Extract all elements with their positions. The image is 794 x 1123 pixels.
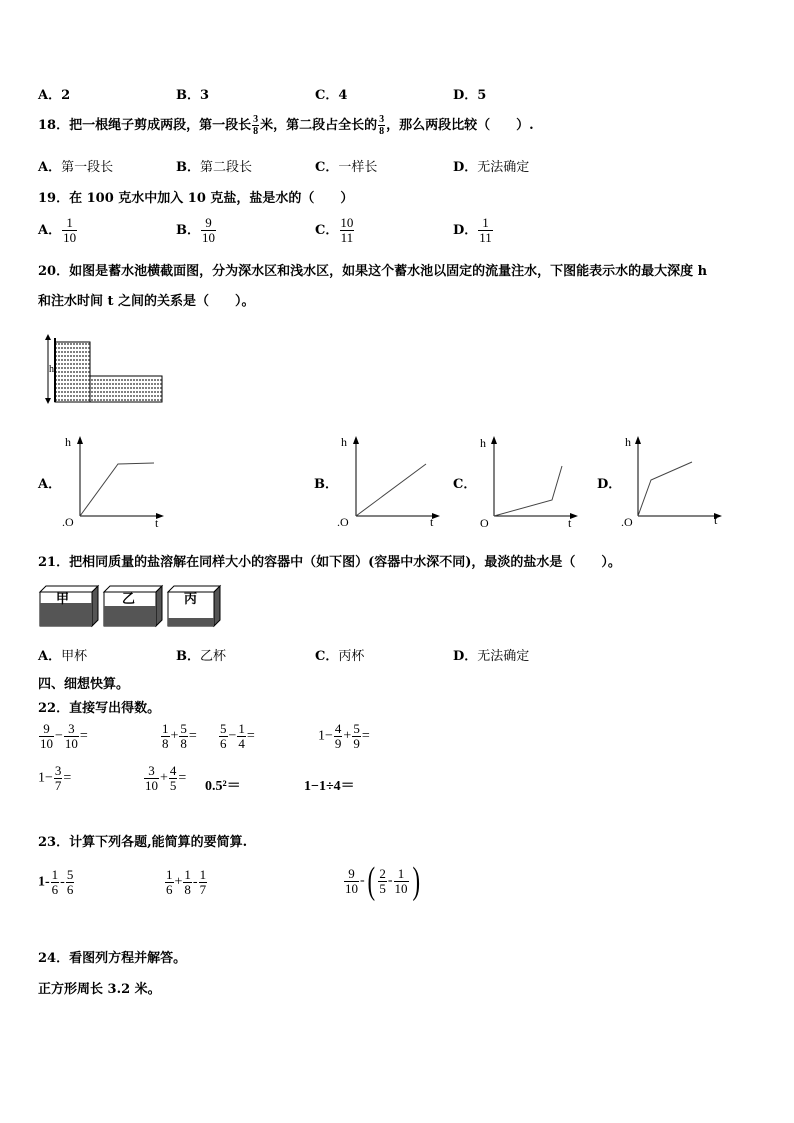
q19-question: 19．在 100 克水中加入 10 克盐，盐是水的（ ） [38,191,354,206]
graph-c-y-label: h [480,436,486,450]
graph-b-y-label: h [341,435,347,449]
graph-c [474,430,584,530]
q20-option-d-label: D． [597,477,622,492]
q22-expr-7: 0.5²＝ [205,779,241,794]
graph-d [618,430,730,530]
q19-option-b: B． $\frac{9}{10}$ [176,215,215,245]
graph-d-x-label: t [714,513,718,527]
q20-option-b-label: B． [314,477,338,492]
graph-d-y-label: h [625,435,631,449]
q20-option-a-label: A． [38,477,62,492]
pool-cross-section-diagram [40,330,170,410]
q22-expr-6: $\frac{3}{10}$ + $\frac{4}{5}$ = [145,763,187,793]
graph-b-origin: .O [337,515,349,529]
cup-bing [168,586,220,626]
shallow-zone [90,376,162,402]
q22-expr-1: $\frac{9}{10}$ − $\frac{3}{10}$ = [40,721,88,751]
q22-title: 22．直接写出得数。 [38,701,161,716]
q22-expr-5: 1− $\frac{3}{7}$ = [38,763,72,793]
q21-option-d: D．无法确定 [453,649,530,664]
q24-title: 24．看图列方程并解答。 [38,951,187,966]
cup-yi [104,586,162,626]
deep-zone [55,342,90,402]
salt-water-cups-diagram [38,584,228,632]
q18-option-d: D．无法确定 [453,160,530,175]
cup-yi-label: 乙 [122,591,136,606]
graph-b [336,430,446,530]
q24-text: 正方形周长 3.2 米。 [38,982,161,997]
graph-b-x-label: t [430,515,434,529]
section-4-heading: 四、细想快算。 [38,677,130,692]
q23-expr-3: $\frac{9}{10}$ -( $\frac{2}{5}$ - $\frac{1}{10}$ ) [345,860,420,902]
q19-option-d: D． $\frac{1}{11}$ [453,215,492,245]
graph-d-origin: .O [621,515,633,529]
q18-fraction-b: $\frac{3}{8}$ [379,114,385,137]
graph-a [60,430,170,530]
graph-a-origin: .O [62,515,74,529]
q23-expr-2: $\frac{1}{6}$ + $\frac{1}{8}$ - $\frac{1}{7}$ [166,867,207,897]
q18-question: 18．把一根绳子剪成两段，第一段长 $\frac{3}{8}$ 米，第二段占全长的 $\frac{3}{8}$ ，那么两段比较（ ）. [38,114,534,137]
q20-question-line2: 和注水时间 t 之间的关系是（ ）。 [38,294,255,309]
q17-option-a: A．2 [38,88,71,103]
pool-height-label: h [49,364,54,375]
q21-option-b: B．乙杯 [176,649,227,664]
graph-a-x-label: t [155,516,159,530]
q22-expr-4: 1− $\frac{4}{9}$ + $\frac{5}{9}$ = [318,721,370,751]
q18-option-a: A．第一段长 [38,160,114,175]
cup-jia [40,586,98,626]
q18-option-b: B．第二段长 [176,160,253,175]
q23-title: 23．计算下列各题,能简算的要简算. [38,835,248,850]
q20-option-c-label: C． [453,477,477,492]
graph-c-x-label: t [568,516,572,530]
q21-option-a: A．甲杯 [38,649,88,664]
q21-option-c: C．丙杯 [315,649,365,664]
q23-expr-1: 1- $\frac{1}{6}$ - $\frac{5}{6}$ [38,867,74,897]
q22-expr-3: $\frac{5}{6}$ − $\frac{1}{4}$ = [220,721,255,751]
q17-option-b: B．3 [176,88,210,103]
cup-bing-label: 丙 [184,591,198,606]
q22-expr-2: $\frac{1}{8}$ + $\frac{5}{8}$ = [162,721,197,751]
q19-option-a: A． $\frac{1}{10}$ [38,215,77,245]
q17-option-c: C．4 [315,88,348,103]
q20-question-line1: 20．如图是蓄水池横截面图，分为深水区和浅水区，如果这个蓄水池以固定的流量注水，下图能表示水的最大深度 h [38,264,708,279]
q21-question: 21．把相同质量的盐溶解在同样大小的容器中（如下图）(容器中水深不同)，最淡的盐水是（ ）。 [38,555,621,570]
q22-expr-8: 1−1÷4＝ [304,779,355,794]
q18-option-c: C．一样长 [315,160,378,175]
q18-fraction-a: $\frac{3}{8}$ [253,114,259,137]
cup-jia-label: 甲 [56,591,70,606]
graph-a-y-label: h [65,435,71,449]
q19-option-c: C． $\frac{10}{11}$ [315,215,354,245]
graph-c-origin: O [480,516,489,530]
q17-option-d: D．5 [453,88,487,103]
